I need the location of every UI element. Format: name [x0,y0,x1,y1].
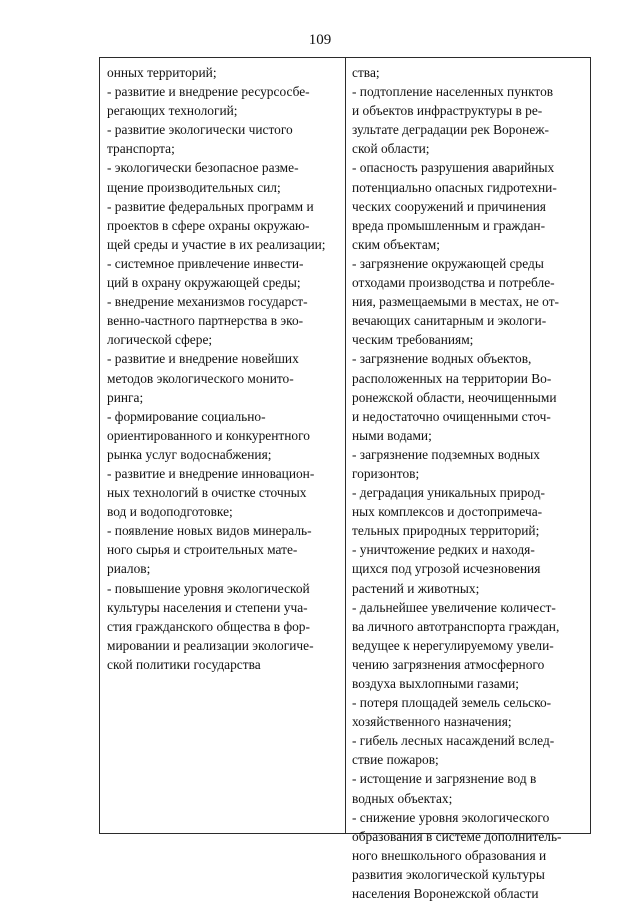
right-column-line: тельных природных территорий; [352,523,540,539]
right-column-line: ного внешкольного образования и [352,847,547,863]
left-column-line: вод и водоподготовке; [107,504,233,520]
right-column-line: вечающих санитарным и экологи- [352,313,547,329]
left-column-line: транспорта; [107,141,175,157]
right-column-line: - дальнейшее увеличение количест- [352,599,556,615]
left-column-line: - повышение уровня экологической [107,580,310,596]
left-column-line: - развитие и внедрение ресурсосбе- [107,84,310,100]
left-column-line: ской политики государства [107,656,261,672]
right-column-line: ния, размещаемыми в местах, не от- [352,294,559,310]
left-column-line: стия гражданского общества в фор- [107,618,310,634]
left-column-line: культуры населения и степени уча- [107,599,308,615]
right-column-line: - потеря площадей земель сельско- [352,695,552,711]
left-column-line: - развитие экологически чистого [107,122,293,138]
left-column-line: - экологически безопасное разме- [107,160,299,176]
left-column-line: методов экологического монито- [107,370,294,386]
right-column-line: ствие пожаров; [352,752,439,768]
right-column-line: - опасность разрушения аварийных [352,160,555,176]
right-column-line: щихся под угрозой исчезновения [352,561,541,577]
left-column-line: - развитие федеральных программ и [107,198,314,214]
left-column-line: - внедрение механизмов государст- [107,294,308,310]
left-column-line: проектов в сфере охраны окружаю- [107,217,310,233]
right-column-line: населения Воронежской области [352,886,539,902]
left-column-line: регающих технологий; [107,103,238,119]
right-column-cell [352,63,588,903]
right-column-line: ведущее к нерегулируемому увели- [352,637,554,653]
left-column-line: онных территорий; [107,65,217,80]
left-column-line: - системное привлечение инвести- [107,255,304,271]
left-column-line: ций в охрану окружающей среды; [107,275,301,291]
left-column-line: ного сырья и строительных мате- [107,542,298,558]
right-column-line: - подтопление населенных пунктов [352,84,554,100]
right-column-line: - уничтожение редких и находя- [352,542,535,558]
right-column-line: отходами производства и потребле- [352,275,555,291]
right-column-line: ческих сооружений и причинения [352,198,546,214]
left-column-line: ринга; [107,389,144,405]
right-column-line: - истощение и загрязнение вод в [352,771,537,787]
right-column-line: растений и животных; [352,580,480,596]
left-column-cell [107,63,341,674]
left-column-line: щей среды и участие в их реализации; [107,236,326,252]
right-column-line: хозяйственного назначения; [352,714,512,730]
right-column-line: ским объектам; [352,236,440,252]
right-column-line: горизонтов; [352,465,420,481]
right-column-line: вреда промышленным и граждан- [352,217,546,233]
right-column-line: ства; [352,65,380,80]
right-column-line: развития экологической культуры [352,866,545,882]
right-column-line: потенциально опасных гидротехни- [352,179,557,195]
right-column-line: ской области; [352,141,430,157]
right-column-line: ческим требованиям; [352,332,474,348]
right-column-line: водных объектах; [352,790,453,806]
two-column-table [99,57,591,902]
left-column-line: ориентированного и конкурентного [107,427,310,443]
right-column-line: - деградация уникальных природ- [352,485,545,501]
left-column-line: риалов; [107,561,151,577]
right-column-line: - снижение уровня экологического [352,809,550,825]
right-column-line: зультате деградации рек Воронеж- [352,122,549,138]
left-column-line: - формирование социально- [107,408,266,424]
right-column-line: - загрязнение водных объектов, [352,351,532,367]
right-column-line: образования в системе дополнитель- [352,828,562,844]
right-column-line: ронежской области, неочищенными [352,389,557,405]
left-column-line: мировании и реализации экологиче- [107,637,314,653]
left-column-line: ных технологий в очистке сточных [107,485,307,501]
column-divider [345,58,346,833]
right-column-line: ными водами; [352,427,432,443]
left-column-line: логической сфере; [107,332,213,348]
right-column-line: ва личного автотранспорта граждан, [352,618,560,634]
left-column-line: рынка услуг водоснабжения; [107,446,272,462]
right-column-line: расположенных на территории Во- [352,370,552,386]
right-column-line: чению загрязнения атмосферного [352,656,545,672]
right-column-line: ных комплексов и достопримеча- [352,504,543,520]
left-column-line: - развитие и внедрение инновацион- [107,465,315,481]
left-column-line: щение производительных сил; [107,179,281,195]
left-column-line: венно-частного партнерства в эко- [107,313,304,329]
left-column-line: - развитие и внедрение новейших [107,351,299,367]
right-column-line: - загрязнение окружающей среды [352,255,544,271]
right-column-line: и недостаточно очищенными сточ- [352,408,551,424]
left-column-line: - появление новых видов минераль- [107,523,312,539]
right-column-line: - гибель лесных насаждений вслед- [352,733,555,749]
right-column-line: воздуха выхлопными газами; [352,676,520,691]
page-number: 109 [308,32,332,48]
right-column-line: - загрязнение подземных водных [352,446,540,462]
right-column-line: и объектов инфраструктуры в ре- [352,103,543,119]
